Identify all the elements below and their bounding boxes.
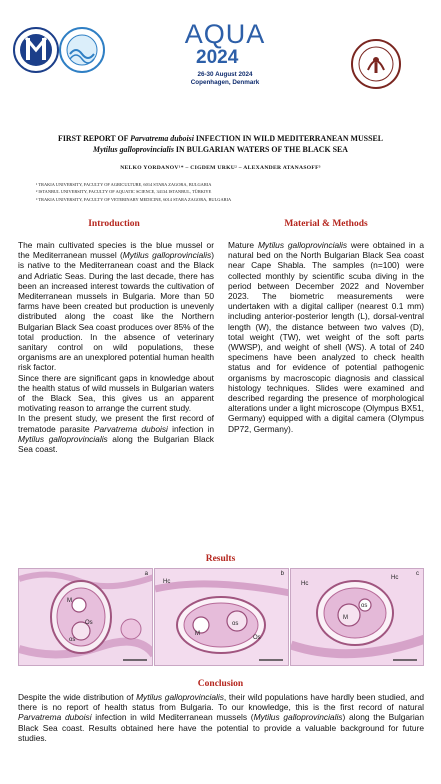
aqua-year: 2024 [196,47,239,68]
affiliations [36,181,416,203]
title-prefix: FIRST REPORT OF [58,134,131,143]
methods-heading: Material & Methods [284,219,368,229]
label-Os-a: Os [85,620,93,626]
intro-paragraph-3: In the present study, we present the first record of trematode parasite Parvatrema duboisi infection in Mytilus galloprovincialis along the Bulgarian Black Sea coast. [18,413,214,455]
label-M-c: M [343,615,348,621]
label-os-b: os [232,621,239,627]
label-Hc-b: Hc [163,579,171,585]
label-M-b: M [195,631,200,637]
introduction-heading: Introduction [88,219,140,229]
panel-label-b: b [280,571,284,577]
histology-image-a [19,569,153,666]
affiliation-3: ³ TRAKIA UNIVERSITY, FACULTY OF VETERINARY MEDICINE, 6014 STARA ZAGORA, BULGARIA [36,196,232,202]
authors-line: NELKO YORDANOV¹* – CIGDEM URKU² – ALEXANDER ATANASOFF³ [120,165,321,171]
label-Hc-c2: Hc [391,575,399,581]
intro-paragraph-2: Since there are significant gaps in knowledge about the health status of wild mussels in Bulgarian waters of the Black Sea, this gives us an apparent motivating reason to arrange the current study. [18,372,214,414]
methods-paragraph: Mature Mytilus galloprovincialis were obtained in a natural bed on the North Bulgarian Black Sea coast near Cape Shabla. The samples (n=100) were collected monthly by scientific scuba diving in the period between December 2022 and November 2023. The biometric measurements were undertaken with a digital calliper (nearest 0.1 mm) including anterior-posterior length (L), dorsal-ventral length (W), the distance between two valves (D), total weight (TW), wet weight of the soft parts (WWSP), and weight of shell (WS). A total of 240 specimens have been analyzed to check health status and for evidence of potential pathogenic organisms by macroscopic diagnosis and classical histology techniques. Slides were examined and described regarding the presence of morphological alterations under a light microscope (Olympus BX51, Germany) equipped with a digital camera (Olympus DP72, Germany). [228,240,424,434]
poster-title [10,133,431,155]
methods-body [228,240,424,434]
micrograph-c [290,568,424,666]
label-Os-b: Os [253,635,261,641]
results-heading: Results [205,554,236,564]
micrograph-b [154,568,289,666]
introduction-body [18,240,214,454]
panel-label-a: a [144,571,148,577]
label-os-a: os [69,637,76,643]
affiliation-2: ² ISTANBUL UNIVERSITY, FACULTY OF AQUATIC SCIENCE, 34134 ISTANBUL, TÜRKIYE [36,189,212,195]
micrograph-a [18,568,153,666]
trakia-university-logo [12,20,108,86]
title-species-2: Mytilus galloprovincialis [93,145,174,154]
title-suffix-1: INFECTION IN WILD MEDITERRANEAN MUSSEL [193,134,383,143]
histology-image-b [155,569,289,666]
seal-icon [350,38,402,90]
label-os-c: os [361,603,368,609]
aqua-word: AQUA [184,19,266,49]
label-M-a: M [67,598,72,604]
affiliation-1: ¹ TRAKIA UNIVERSITY, FACULTY OF AGRICULTURE, 6014 STARA ZAGORA, BULGARIA [36,182,212,187]
event-location: Copenhagen, Denmark [190,79,260,86]
conclusion-body: Despite the wide distribution of Mytilus galloprovincialis, their wild populations have hardly been studied, and there is no report of health status from Bulgaria. To our knowledge, this is the first record of natural Parvatrema duboisi infection in wild Mediterranean mussels (Mytilus galloprovincialis) along the Bulgarian Black Sea coast. Results obtained here have the potential to provide a valuable background for future studies. [18,692,424,743]
veterinary-faculty-seal [350,38,402,90]
label-Hc-c1: Hc [301,581,309,587]
event-dates: 26-30 August 2024 [197,71,253,78]
panel-label-c: c [416,571,419,577]
intro-paragraph-1: The main cultivated species is the blue mussel or the Mediterranean mussel (Mytilus galloprovincialis) is native to the Mediterranean coast and the Black and Adriatic Seas. During the last decade, there has been an increased interest towards the cultivation of Mediterranean mussels in Bulgaria. More than 50 farms have been created but production is unevenly distributed along the coast like the Northern Bulgarian Black Sea coast produces over 85% of the total production. In the absence of veterinary sanitary control on wild populations, these organisms are an unexplored potential human health risk factor. [18,240,214,373]
university-logos [12,20,108,86]
histology-image-c [291,569,424,666]
aqua-2024-logo [170,20,280,102]
conclusion-heading: Conclusion [197,679,244,689]
title-species-1: Parvatrema duboisi [130,134,194,143]
title-suffix-2: IN BULGARIAN WATERS OF THE BLACK SEA [173,145,348,154]
